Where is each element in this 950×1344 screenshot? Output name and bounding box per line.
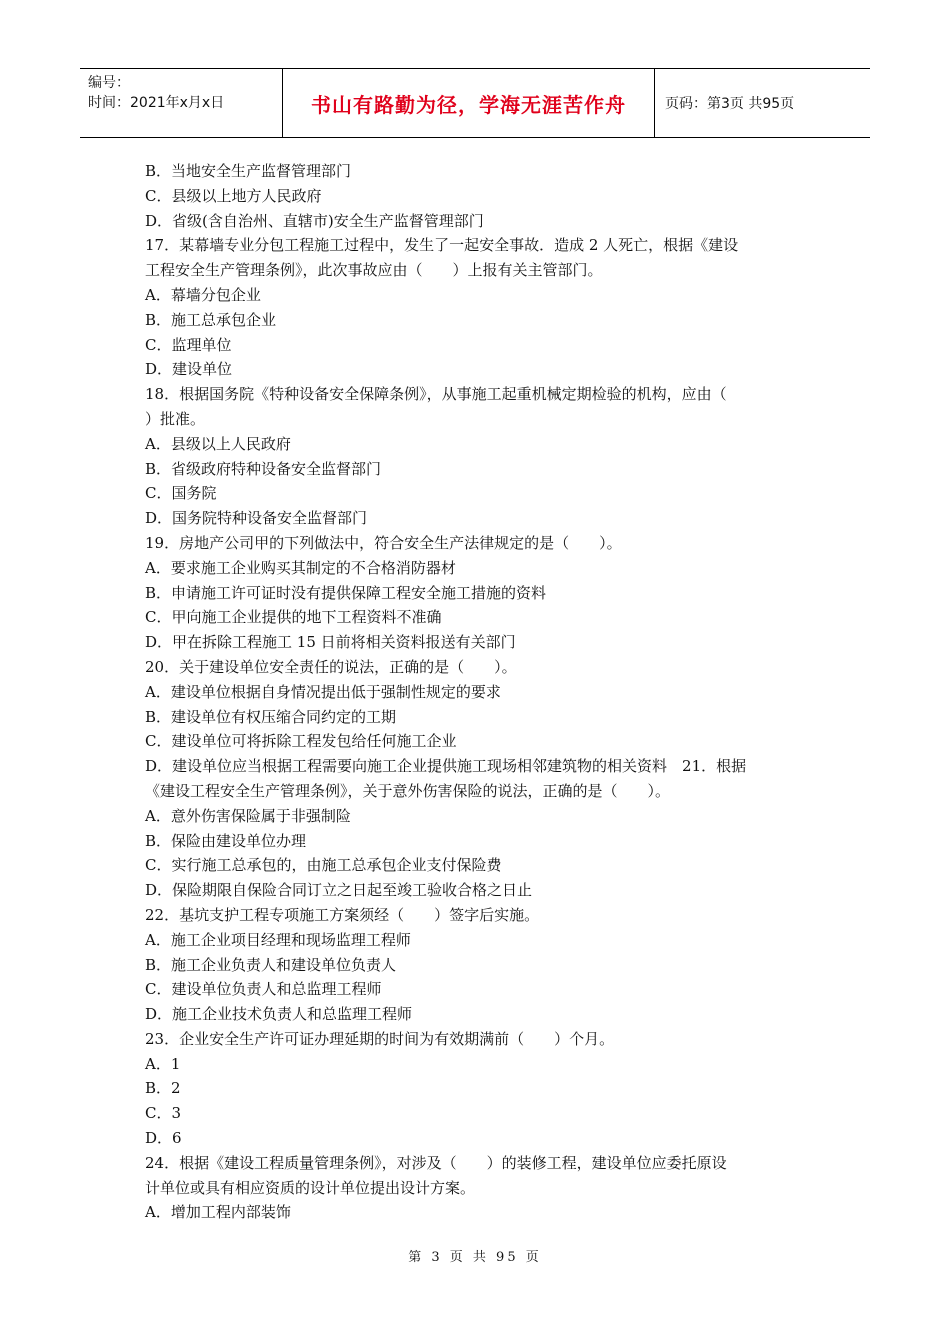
text-line: C．3 [145, 1104, 182, 1123]
text-line: B．省级政府特种设备安全监督部门 [145, 459, 382, 478]
text-line: A．意外伤害保险属于非强制险 [145, 806, 351, 825]
text-line: 19．房地产公司甲的下列做法中，符合安全生产法律规定的是（ ）。 [145, 533, 622, 552]
page-header [80, 68, 870, 138]
text-line: B．保险由建设单位办理 [145, 831, 307, 850]
text-line: A．增加工程内部装饰 [145, 1203, 291, 1222]
text-line: D．建设单位应当根据工程需要向施工企业提供施工现场相邻建筑物的相关资料 21．根据 [145, 757, 747, 776]
text-line: C．建设单位可将拆除工程发包给任何施工企业 [145, 732, 457, 751]
text-line: 24．根据《建设工程质量管理条例》，对涉及（ ）的装修工程，建设单位应委托原设 [145, 1153, 727, 1172]
text-line: B．施工总承包企业 [145, 310, 277, 329]
text-line: C．实行施工总承包的，由施工总承包企业支付保险费 [145, 856, 502, 875]
text-line: 计单位或具有相应资质的设计单位提出设计方案。 [145, 1178, 476, 1197]
text-line: 18．根据国务院《特种设备安全保障条例》，从事施工起重机械定期检验的机构，应由（ [145, 385, 727, 404]
text-line: D．国务院特种设备安全监督部门 [145, 509, 368, 528]
text-line: B．申请施工许可证时没有提供保障工程安全施工措施的资料 [145, 583, 547, 602]
text-line: C．监理单位 [145, 335, 232, 354]
text-line: D．保险期限自保险合同订立之日起至竣工验收合格之日止 [145, 881, 533, 900]
header-motto: 书山有路勤为径，学海无涯苦作舟 [311, 92, 626, 117]
text-line: 20．关于建设单位安全责任的说法，正确的是（ ）。 [145, 657, 517, 676]
document-number-label: 编号： [88, 75, 130, 91]
text-line: C．县级以上地方人民政府 [145, 186, 322, 205]
text-line: D．6 [145, 1129, 182, 1148]
text-line: A．幕墙分包企业 [145, 285, 261, 304]
text-line: A．县级以上人民政府 [145, 434, 291, 453]
text-line: 22．基坑支护工程专项施工方案须经（ ）签字后实施。 [145, 905, 540, 924]
text-line: D．甲在拆除工程施工 15 日前将相关资料报送有关部门 [145, 633, 516, 652]
header-left-cell [80, 69, 283, 137]
text-line: C．甲向施工企业提供的地下工程资料不准确 [145, 608, 442, 627]
document-body [145, 159, 810, 1225]
text-line: D．建设单位 [145, 360, 233, 379]
text-line: B．施工企业负责人和建设单位负责人 [145, 955, 397, 974]
text-line: B．建设单位有权压缩合同约定的工期 [145, 707, 397, 726]
text-line: ）批准。 [145, 409, 206, 428]
text-line: B．2 [145, 1079, 181, 1098]
text-line: 17．某幕墙专业分包工程施工过程中，发生了一起安全事故．造成 2 人死亡，根据《建设 [145, 236, 739, 255]
text-line: C．国务院 [145, 484, 217, 503]
text-line: D．施工企业技术负责人和总监理工程师 [145, 1005, 413, 1024]
text-line: A．要求施工企业购买其制定的不合格消防器材 [145, 558, 456, 577]
text-line: A．施工企业项目经理和现场监理工程师 [145, 930, 411, 949]
page-footer: 第 3 页 共 95 页 [408, 1250, 542, 1265]
header-page-code-cell [655, 69, 870, 137]
text-line: B．当地安全生产监督管理部门 [145, 162, 352, 180]
text-line: 《建设工程安全生产管理条例》，关于意外伤害保险的说法，正确的是（ ）。 [145, 781, 671, 800]
text-line: 23．企业安全生产许可证办理延期的时间为有效期满前（ ）个月。 [145, 1029, 615, 1048]
header-page-code: 页码：第3页 共95页 [665, 96, 795, 112]
document-date: 时间：2021年x月x日 [88, 95, 225, 111]
text-line: 工程安全生产管理条例》，此次事故应由（ ）上报有关主管部门。 [145, 261, 603, 280]
header-motto-cell [283, 69, 655, 137]
text-line: A．1 [145, 1054, 181, 1073]
text-line: D．省级(含自治州、直辖市)安全生产监督管理部门 [145, 211, 484, 230]
text-line: C．建设单位负责人和总监理工程师 [145, 980, 382, 999]
text-line: A．建设单位根据自身情况提出低于强制性规定的要求 [145, 682, 501, 701]
